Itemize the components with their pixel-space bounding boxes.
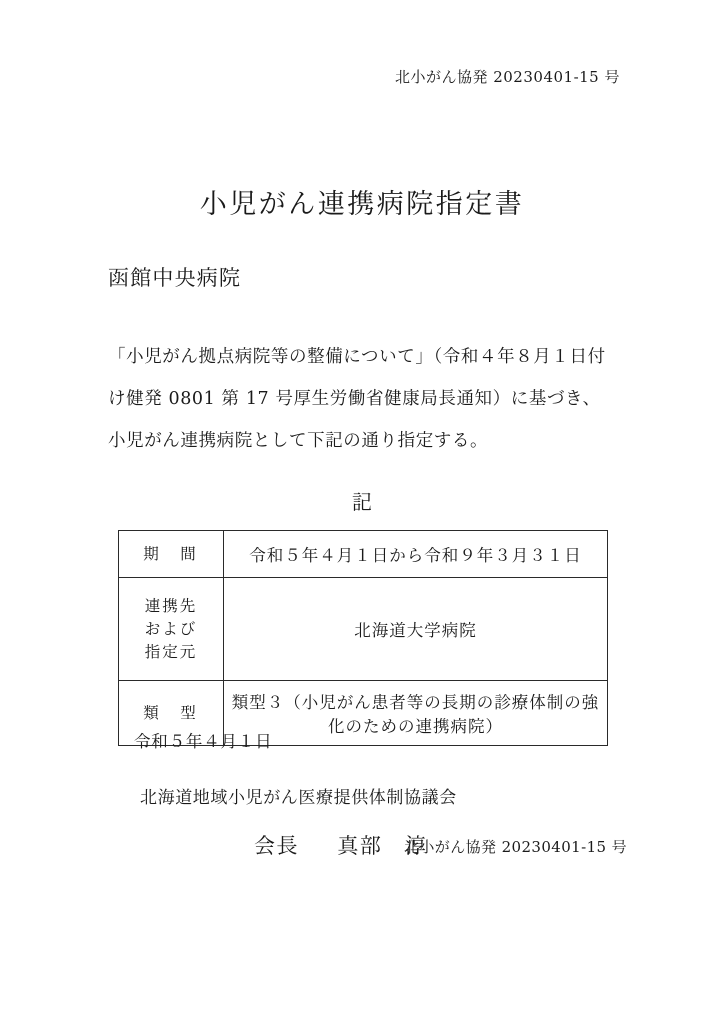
row-label-partner-line-2: および: [144, 619, 198, 638]
issue-date: 令和５年４月１日: [134, 732, 273, 751]
row-value-period: 令和５年４月１日から令和９年３月３１日: [224, 531, 608, 578]
body-line-2: け健発 0801 第 17 号厚生労働省健康局長通知）に基づき、: [108, 389, 601, 409]
stamp-text: 北小がん協発 20230401-15 号: [404, 838, 628, 856]
table-row: [119, 578, 608, 681]
signer-name: 真部 淳: [337, 834, 428, 858]
row-label-type: 類 型: [119, 681, 224, 746]
row-label-partner-line-3: 指定元: [144, 642, 198, 661]
signature: [254, 830, 427, 860]
ki-mark: 記: [352, 490, 372, 514]
body-line-1: 「小児がん拠点病院等の整備について」（令和４年８月１日付: [108, 347, 606, 367]
row-label-partner: [119, 578, 224, 681]
body-line-3: 小児がん連携病院として下記の通り指定する。: [108, 431, 489, 451]
document-number: 北小がん協発 20230401-15 号: [394, 68, 620, 86]
addressee: 函館中央病院: [108, 266, 242, 290]
body-paragraph: [108, 336, 618, 462]
designation-table: [118, 530, 608, 746]
row-label-partner-line-1: 連携先: [144, 596, 198, 615]
row-value-partner: 北海道大学病院: [224, 578, 608, 681]
row-value-type: 類型３（小児がん患者等の長期の診療体制の強化のための連携病院）: [224, 681, 608, 746]
table-row: [119, 531, 608, 578]
council-name: 北海道地域小児がん医療提供体制協議会: [140, 788, 457, 808]
page-title: 小児がん連携病院指定書: [199, 189, 525, 220]
row-label-period: 期 間: [119, 531, 224, 578]
signer-title: 会長: [254, 834, 299, 858]
